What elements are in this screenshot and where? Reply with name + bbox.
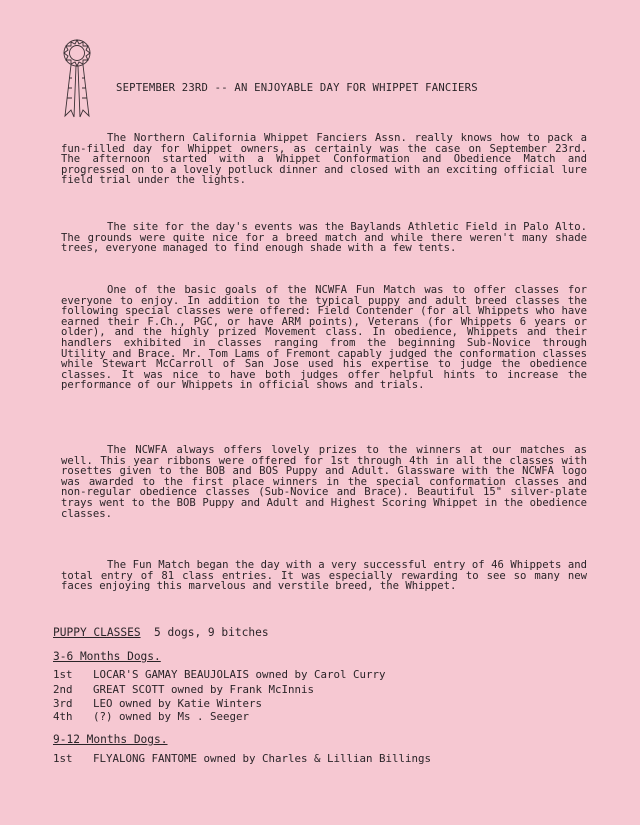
class-heading-label: 3-6 Months Dogs.	[53, 650, 161, 663]
result-text: FLYALONG FANTOME owned by Charles & Lillian Billings	[93, 752, 432, 765]
result-text: LEO owned by Katie Winters	[93, 697, 263, 710]
result-entry	[53, 752, 431, 765]
result-text: GREAT SCOTT owned by Frank McInnis	[93, 683, 315, 696]
puppy-classes-count: 5 dogs, 9 bitches	[154, 626, 269, 639]
result-entry	[53, 668, 386, 681]
paragraph-prizes: The NCWFA always offers lovely prizes to the winners at our matches as well. This year ribbons were offered for 1st through 4th in all the classes with rosettes given to the BOB and BOS Puppy and Adult. Glassware with the NCWFA logo was awarded to the first place winners in the special conformation classes and non-regular obedience classes (Sub-Novice and Brace). Beautiful 15" silver-plate trays went to the BOB Puppy and Adult and Highest Scoring Whippet in the obedience classes.	[61, 444, 587, 520]
paragraph-entries: The Fun Match began the day with a very successful entry of 46 Whippets and total entry of 81 class entries. It was especially rewarding to see so many new faces enjoying this marvelous and verstile breed, the Whippet.	[61, 559, 587, 593]
result-place: 2nd	[53, 683, 73, 696]
result-text: LOCAR'S GAMAY BEAUJOLAIS owned by Carol Curry	[93, 668, 386, 681]
paragraph-intro: The Northern California Whippet Fanciers Assn. really knows how to pack a fun-filled day for Whippet owners, as certainly was the case on September 23rd. The afternoon started with a Whippet Conformation and Obedience Match and progressed on to a lovely potluck dinner and closed with an exciting official lure field trial under the lights.	[61, 132, 587, 187]
class-heading-3-6-months	[53, 650, 161, 663]
result-place: 4th	[53, 710, 73, 723]
puppy-classes-heading	[53, 626, 269, 639]
result-entry	[53, 683, 314, 696]
result-entry	[53, 710, 249, 723]
puppy-classes-label: PUPPY CLASSES	[53, 626, 141, 639]
result-entry	[53, 697, 262, 710]
page-title: SEPTEMBER 23RD -- AN ENJOYABLE DAY FOR WHIPPET FANCIERS	[116, 82, 478, 94]
class-heading-label: 9-12 Months Dogs.	[53, 733, 168, 746]
result-text: (?) owned by Ms . Seeger	[93, 710, 250, 723]
paragraph-goals: One of the basic goals of the NCWFA Fun Match was to offer classes for everyone to enjoy. In addition to the typical puppy and adult breed classes the following special classes were offered: Field Contender (for all Whippets who have earned their F.Ch., PGC, or have ARM points), Veterans (for Whippets 6 years or older), and the highly prized Movement class. In obedience, Whippets and their handlers exhibited in classes ranging from the beginning Sub-Novice through Utility and Brace. Mr. Tom Lams of Fremont capably judged the conformation classes while Stewart McCarroll of San Jose used his expertise to judge the obedience classes. It was nice to have both judges offer helpful hints to increase the performance of our Whippets in official shows and trials.	[61, 284, 587, 392]
result-place: 1st	[53, 668, 73, 681]
class-heading-9-12-months	[53, 733, 168, 746]
paragraph-site: The site for the day's events was the Baylands Athletic Field in Palo Alto. The grounds were quite nice for a breed match and while there weren't many shade trees, everyone managed to find enough shade with a few tents.	[61, 221, 587, 255]
result-place: 3rd	[53, 697, 73, 710]
result-place: 1st	[53, 752, 73, 765]
rosette-ribbon-icon	[60, 38, 94, 120]
